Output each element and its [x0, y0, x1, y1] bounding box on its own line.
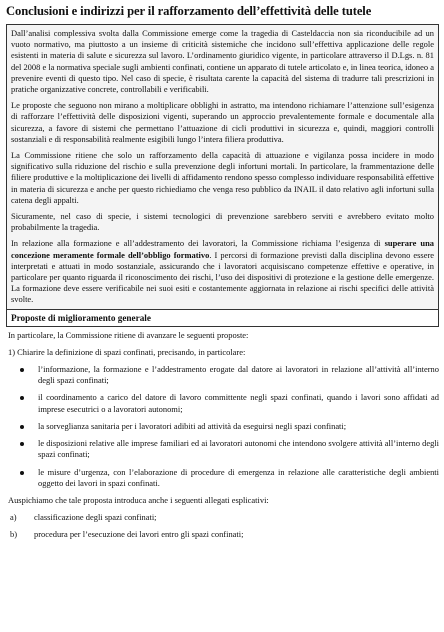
point-1: 1) Chiarire la definizione di spazi confinati, precisando, in particolare: — [8, 346, 246, 357]
list-item — [8, 421, 439, 432]
bullet-icon — [20, 442, 24, 446]
annex-item — [8, 512, 439, 523]
list-item — [8, 364, 439, 386]
summary-paragraph: Sicuramente, nel caso di specie, i sistemi tecnologici di prevenzione sarebbero serviti e avrebbero evitato molto probabilmente la tragedia. — [11, 211, 434, 233]
text-run: In relazione alla formazione e all’addestramento dei lavoratori, la Commissione richiama l’esigenza di — [11, 238, 385, 249]
annex-list — [8, 512, 439, 540]
list-item-text: la sorveglianza sanitaria per i lavoratori adibiti ad attività da eseguirsi negli spazi confinati; — [38, 420, 347, 431]
annex-text: procedura per l’esecuzione dei lavori entro gli spazi confinati; — [34, 529, 244, 540]
bullet-icon — [20, 471, 24, 475]
proposals-content — [6, 327, 439, 541]
page-title: Conclusioni e indirizzi per il rafforzamento dell’effettività delle tutele — [6, 4, 372, 18]
summary-paragraph: Dall’analisi complessiva svolta dalla Commissione emerge come la tragedia di Casteldaccia non sia riconducibile ad un vuoto normativo, ma piuttosto a un insieme di criticità sistemiche che incidono sull’effettiva applicazione delle regole esistenti in materia di salute e sicurezza sul lavoro. L’ordinamento giuridico vigente, in particolare attraverso il D.Lgs. n. 81 del 2008 e la normativa speciale sugli ambienti confinati, contiene un apparato di tutele articolato e, in linea teorica, idoneo a prevenire eventi di questo tipo. Nel caso di specie, è risultata carente la capacità del sistema di tradurre tali prescrizioni in pratiche organizzative concrete, controllabili e verificabili. — [11, 28, 434, 95]
list-item — [8, 438, 439, 460]
annex-label: b) — [10, 529, 18, 540]
bullet-icon — [20, 396, 24, 400]
bullet-icon — [20, 368, 24, 372]
summary-box — [6, 24, 439, 310]
list-item-text: le disposizioni relative alle imprese familiari ed ai lavoratori autonomi che intendono svolgere attività all’interno degli spazi confinati; — [38, 438, 439, 460]
annex-label: a) — [10, 512, 17, 523]
intro-paragraph: In particolare, la Commissione ritiene di avanzare le seguenti proposte: — [8, 329, 249, 340]
bold-emphasis: superare una concezione meramente formale dell’obbligo formativo — [11, 238, 434, 260]
section-heading: Proposte di miglioramento generale — [6, 310, 439, 327]
list-item — [8, 467, 439, 489]
summary-paragraph — [11, 238, 434, 305]
annex-item — [8, 529, 439, 540]
bullet-icon — [20, 425, 24, 429]
list-item-text: il coordinamento a carico del datore di lavoro committente negli spazi confinati, quando i lavori sono affidati ad imprese esecutrici o a lavoratori autonomi; — [38, 392, 439, 414]
summary-paragraph: Le proposte che seguono non mirano a moltiplicare obblighi in astratto, ma intendono richiamare l’attenzione sull’esigenza di rafforzare l’effettività delle disposizioni vigenti, superando un approccio prevalentemente formale e documentale alla sicurezza, a favore di sistemi che permettano l’attuazione di cicli produttivi in sicurezza e, quindi, maggiori controlli sostanziali e di responsabilità realmente esigibili lungo l’intera filiera produttiva. — [11, 100, 434, 144]
annex-text: classificazione degli spazi confinati; — [34, 512, 157, 523]
list-item — [8, 392, 439, 414]
annex-intro: Auspichiamo che tale proposta introduca anche i seguenti allegati esplicativi: — [8, 494, 269, 505]
bullet-list — [8, 364, 439, 489]
list-item-text: l’informazione, la formazione e l’addestramento erogate dal datore ai lavoratori in relazione all’attività all’interno degli spazi confinati; — [38, 364, 439, 386]
list-item-text: le misure d’urgenza, con l’elaborazione di procedure di emergenza in relazione alle caratteristiche degli ambienti oggetto dei lavori in spazi confinati. — [38, 466, 439, 488]
text-run: . I percorsi di formazione previsti dalla disciplina devono essere interpretati e attuati in modo sostanziale, assicurando che i lavoratori acquisiscano competenze effettive e operative, in particolare per quanto riguarda il riconoscimento dei rischi, l’uso dei dispositivi di protezione e la gestione delle emergenze. La formazione deve essere verificabile nei suoi esiti e costantemente aggiornata in relazione ai rischi specifici delle attività svolte. — [11, 249, 434, 305]
summary-paragraph: La Commissione ritiene che solo un rafforzamento della capacità di attuazione e vigilanza possa incidere in modo significativo sulla riduzione del rischio e sulla prevenzione degli infortuni mortali. In particolare, la frammentazione delle filiere produttive e la moltiplicazione dei livelli di affidamento rendono spesso complesso individuare responsabilità effettive in materia di sicurezza e anche per questo richiediamo che venga reso pubblico da INAIL il dato relativo agli infortuni sulla catena degli appalti. — [11, 150, 434, 205]
